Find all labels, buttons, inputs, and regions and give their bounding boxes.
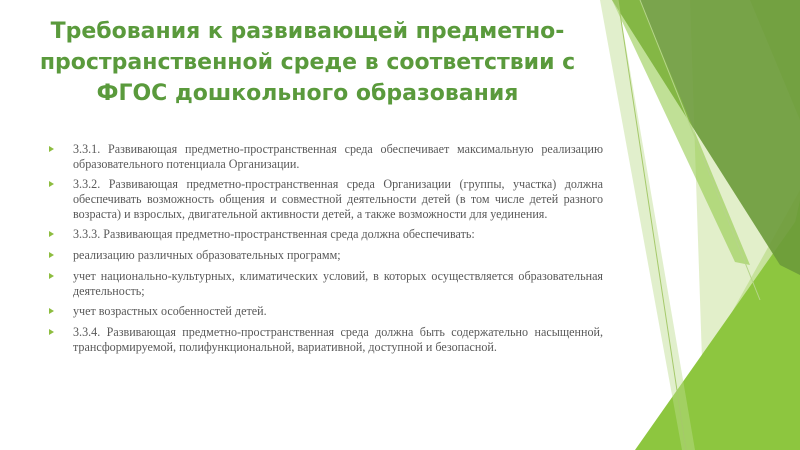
list-item: учет национально-культурных, климатических условий, в которых осуществляется образовательная деятельность; [48,269,603,298]
list-item: 3.3.4. Развивающая предметно-пространственная среда должна быть содержательно насыщенной, трансформируемой, полифункциональной, вариативной, доступной и безопасной. [48,325,603,354]
list-item: учет возрастных особенностей детей. [48,304,603,319]
requirements-list [48,142,603,360]
list-item: 3.3.3. Развивающая предметно-пространственная среда должна обеспечивать: [48,227,603,242]
list-item: 3.3.2. Развивающая предметно-пространственная среда Организации (группы, участка) должна обеспечивать возможность общения и совместной деятельности детей (в том числе детей разного возраста) и взрослых, двигательной активности детей, а также возможности для уединения. [48,177,603,221]
slide-title: Требования к развивающей предметно-пространственной среде в соответствии с ФГОС дошкольного образования [39,19,576,106]
list-item: реализацию различных образовательных программ; [48,248,603,263]
list-item: 3.3.1. Развивающая предметно-пространственная среда обеспечивает максимальную реализацию образовательного потенциала Организации. [48,142,603,171]
